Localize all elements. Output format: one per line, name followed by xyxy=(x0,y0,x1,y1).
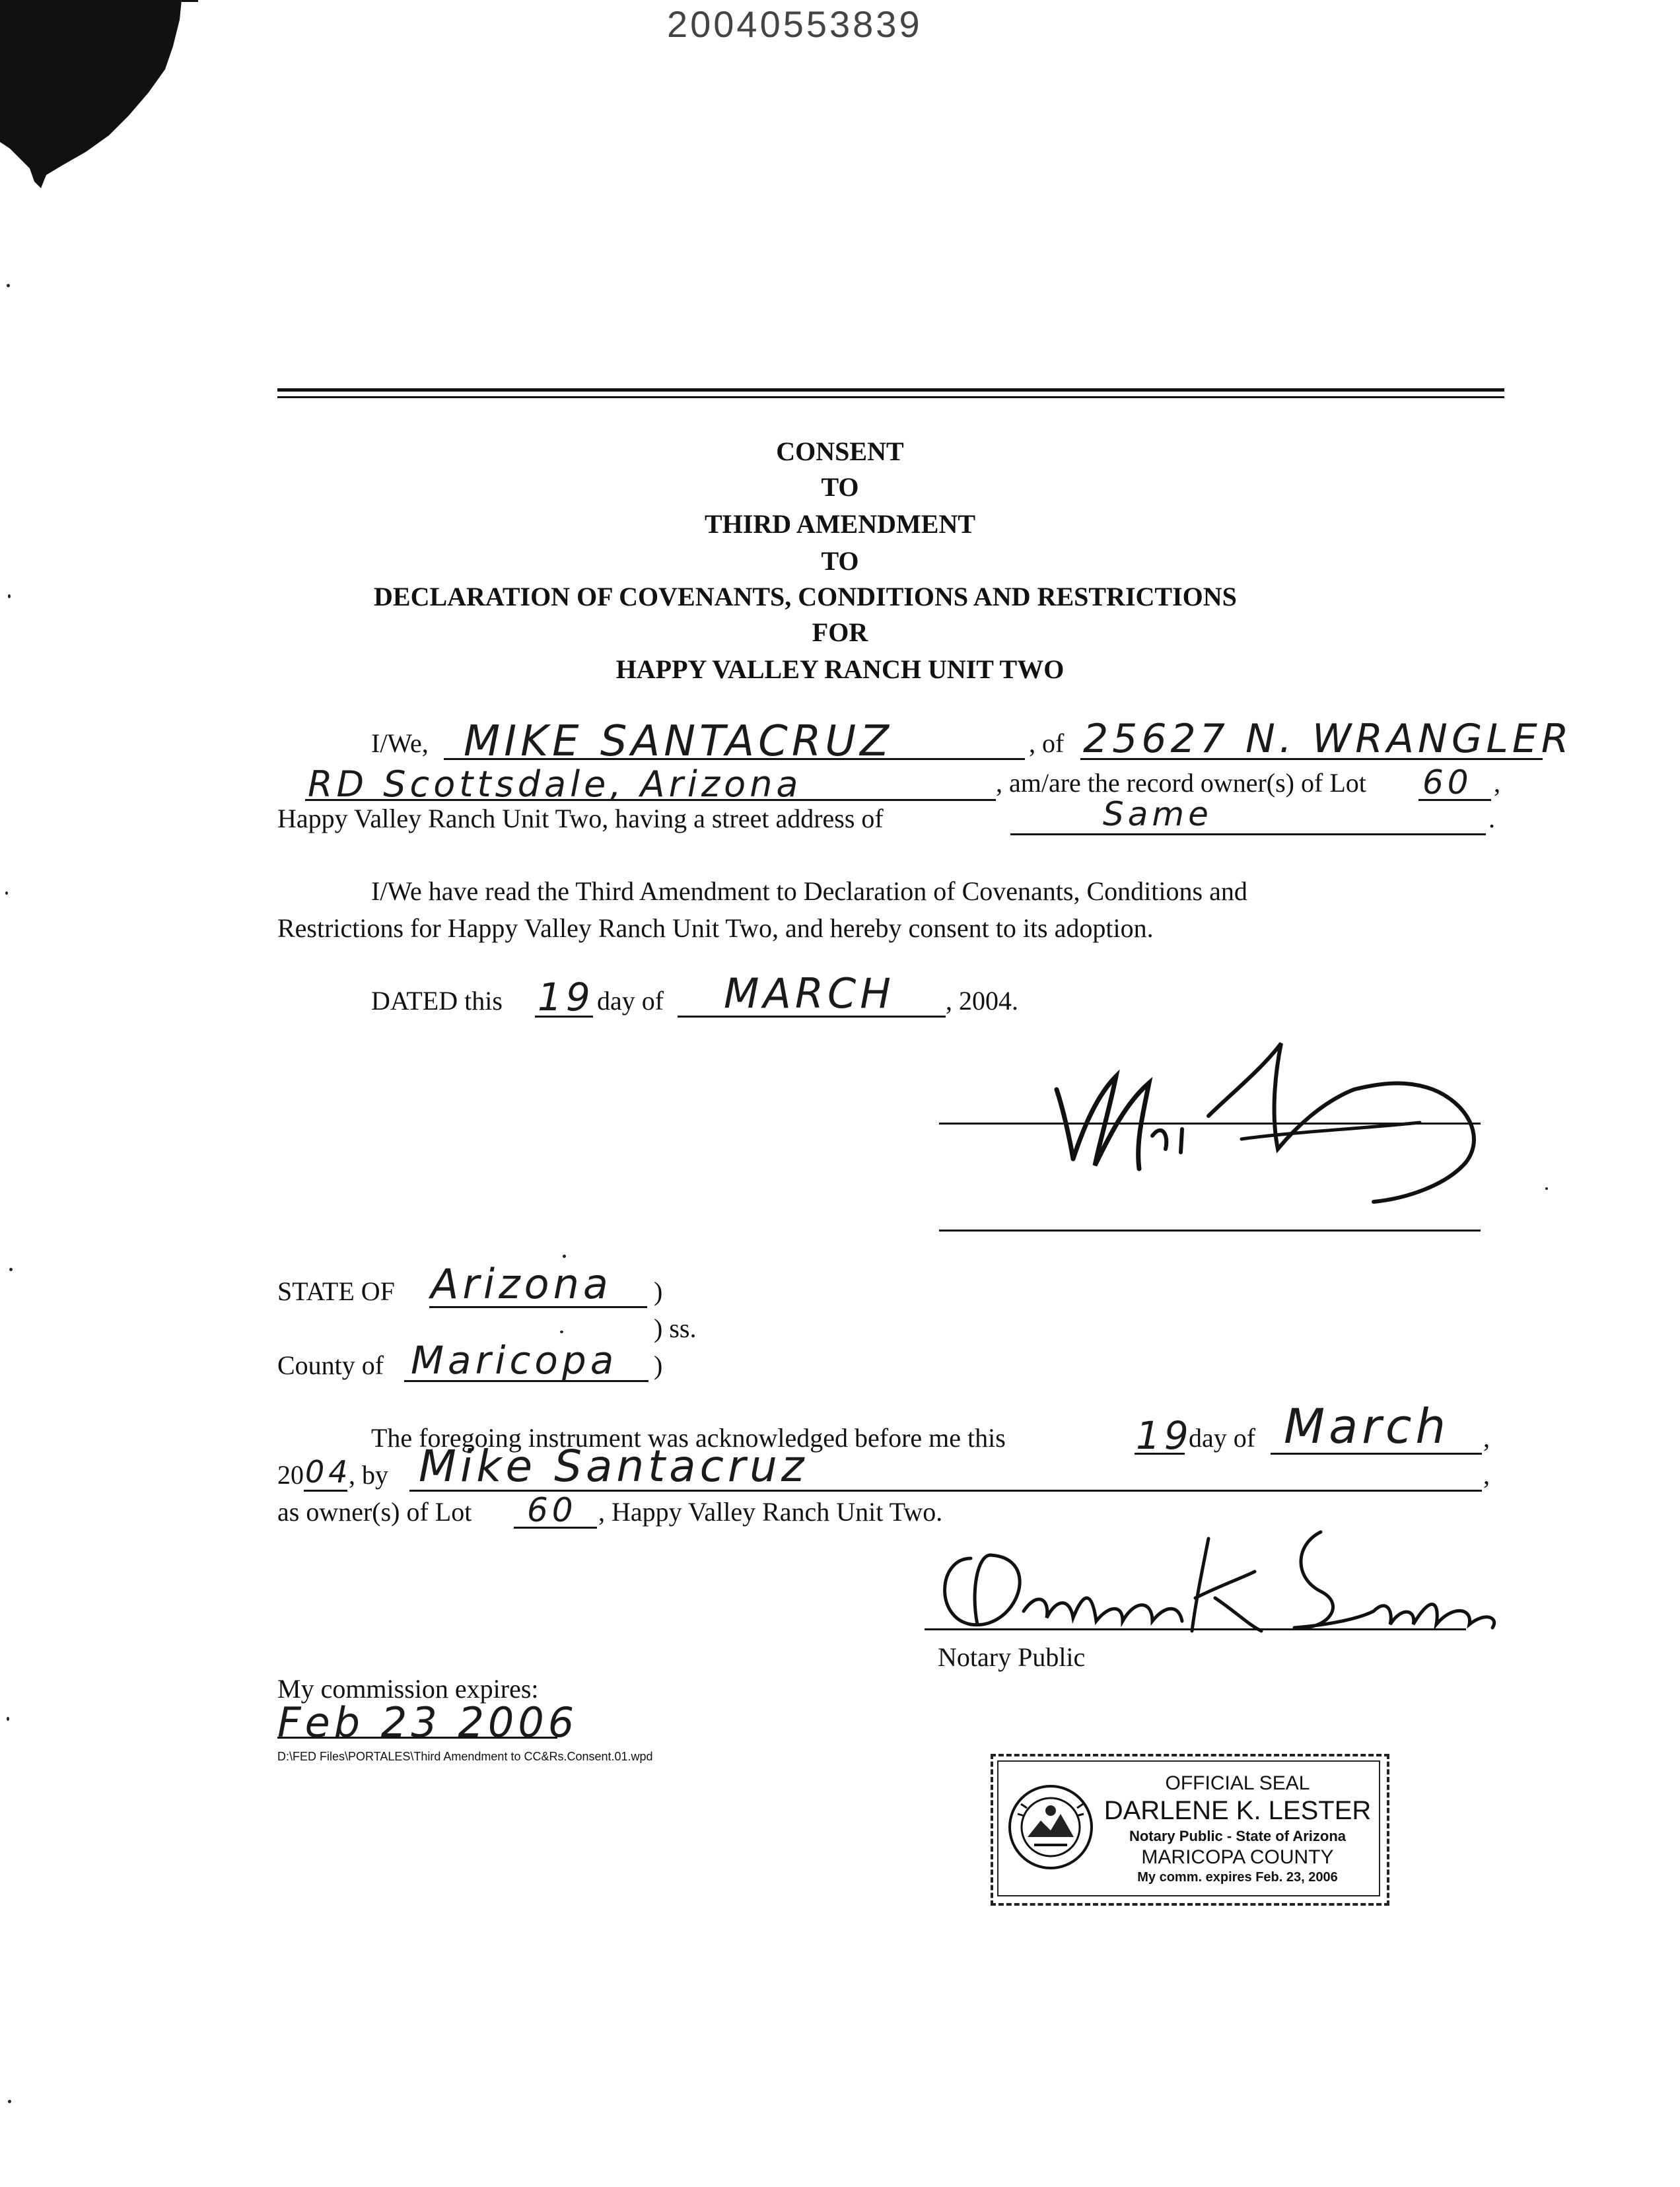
ack-comma: , xyxy=(1483,1423,1490,1453)
ack-day-handwritten: 19 xyxy=(1136,1413,1193,1458)
seal-line-4: MARICOPA COUNTY xyxy=(1141,1846,1334,1868)
file-path: D:\FED Files\PORTALES\Third Amendment to CC&Rs.Consent.01.wpd xyxy=(277,1750,653,1763)
notary-signature-line xyxy=(925,1628,1466,1630)
ack-name-line xyxy=(409,1441,1482,1492)
title-to-2: TO xyxy=(821,546,859,576)
commission-label: My commission expires: xyxy=(277,1674,539,1704)
street-address-handwritten: Same xyxy=(1103,795,1212,833)
owner-signature xyxy=(1010,1017,1552,1215)
address-part1-handwritten: 25627 N. WRANGLER xyxy=(1083,716,1573,762)
top-rule-2 xyxy=(277,396,1504,398)
state-paren: ) xyxy=(654,1276,663,1306)
county-handwritten: Maricopa xyxy=(411,1338,618,1383)
consent-line-2: Restrictions for Happy Valley Ranch Unit Two, and hereby consent to its adoption. xyxy=(277,913,1154,943)
commission-line xyxy=(277,1698,578,1747)
scan-speck xyxy=(1545,1187,1548,1190)
county-paren: ) xyxy=(654,1350,663,1380)
seal-line-5: My comm. expires Feb. 23, 2006 xyxy=(1137,1870,1338,1885)
title-happy-valley: HAPPY VALLEY RANCH UNIT TWO xyxy=(615,654,1065,684)
notary-public-label: Notary Public xyxy=(938,1642,1086,1672)
official-seal xyxy=(991,1754,1389,1906)
ack-name-handwritten: Mike Santacruz xyxy=(419,1441,808,1492)
state-line xyxy=(429,1260,647,1308)
scan-speck xyxy=(563,1255,566,1258)
scan-artifact xyxy=(0,0,198,198)
second-signature-line xyxy=(939,1230,1481,1232)
owner-name-line xyxy=(444,717,1025,766)
ack-year-handwritten: 04 xyxy=(305,1454,352,1490)
ack-by-label: , by xyxy=(349,1460,388,1490)
scan-speck xyxy=(8,594,11,598)
ack-day-of: day of xyxy=(1189,1423,1256,1453)
lot-comma: , xyxy=(1494,768,1500,798)
commission-handwritten: Feb 23 2006 xyxy=(277,1698,578,1747)
owner-lot-line xyxy=(514,1491,597,1529)
dated-day-line xyxy=(535,975,594,1020)
address-part2-handwritten: RD Scottsdale, Arizona xyxy=(308,763,802,805)
dated-month-line xyxy=(678,969,946,1018)
title-for: FOR xyxy=(812,617,868,647)
county-label: County of xyxy=(277,1350,384,1380)
dated-day-of: day of xyxy=(597,986,664,1016)
seal-line-2: DARLENE K. LESTER xyxy=(1103,1796,1372,1825)
dated-year: , 2004. xyxy=(946,986,1018,1016)
owner-lot-handwritten: 60 xyxy=(527,1491,577,1529)
lot-line xyxy=(1418,763,1491,802)
street-address-period: . xyxy=(1488,804,1495,833)
consent-line-1: I/We have read the Third Amendment to Declaration of Covenants, Conditions and xyxy=(371,876,1247,906)
state-seal-icon xyxy=(1008,1784,1094,1870)
lot-number-handwritten: 60 xyxy=(1422,763,1473,802)
ack-day-line xyxy=(1135,1413,1193,1458)
top-rule-1 xyxy=(277,388,1504,392)
county-line xyxy=(404,1338,648,1383)
ack-year-line xyxy=(304,1454,352,1492)
owner-suffix: , Happy Valley Ranch Unit Two. xyxy=(598,1497,943,1527)
record-owner-text: , am/are the record owner(s) of Lot xyxy=(996,768,1366,798)
dated-month-handwritten: MARCH xyxy=(724,969,895,1018)
of-label: , of xyxy=(1029,728,1065,758)
owner-prefix: as owner(s) of Lot xyxy=(277,1497,472,1527)
ss-label: ) ss. xyxy=(654,1313,697,1343)
scan-speck xyxy=(8,2100,11,2103)
scan-speck xyxy=(7,284,10,287)
scan-speck xyxy=(5,891,8,895)
title-declaration: DECLARATION OF COVENANTS, CONDITIONS AND RESTRICTIONS xyxy=(374,582,1237,611)
scan-speck xyxy=(560,1331,563,1333)
document-number: 20040553839 xyxy=(667,3,923,45)
state-label: STATE OF xyxy=(277,1276,395,1306)
ack-month-handwritten: March xyxy=(1284,1399,1450,1454)
street-address-text: Happy Valley Ranch Unit Two, having a street address of xyxy=(277,804,884,833)
title-to-1: TO xyxy=(821,472,859,502)
scan-speck xyxy=(9,1268,13,1271)
state-handwritten: Arizona xyxy=(431,1260,612,1308)
ack-month-line xyxy=(1271,1399,1482,1455)
ack-name-comma: , xyxy=(1483,1460,1490,1490)
scan-speck xyxy=(7,1717,9,1721)
iwe-label: I/We, xyxy=(371,728,429,758)
dated-prefix: DATED this xyxy=(371,986,503,1016)
dated-day-handwritten: 19 xyxy=(538,975,594,1020)
address-line-2 xyxy=(305,763,996,805)
owner-name-handwritten: MIKE SANTACRUZ xyxy=(464,717,893,766)
ack-year-prefix: 20 xyxy=(277,1460,304,1490)
notary-signature xyxy=(925,1519,1532,1651)
seal-line-1: OFFICIAL SEAL xyxy=(1165,1772,1310,1794)
address-line-1 xyxy=(1080,716,1573,762)
ack-prefix: The foregoing instrument was acknowledged before me this xyxy=(371,1423,1006,1453)
title-consent: CONSENT xyxy=(776,436,904,466)
street-address-line xyxy=(1010,795,1486,835)
seal-line-3: Notary Public - State of Arizona xyxy=(1129,1828,1346,1844)
title-third-amendment: THIRD AMENDMENT xyxy=(704,509,976,539)
